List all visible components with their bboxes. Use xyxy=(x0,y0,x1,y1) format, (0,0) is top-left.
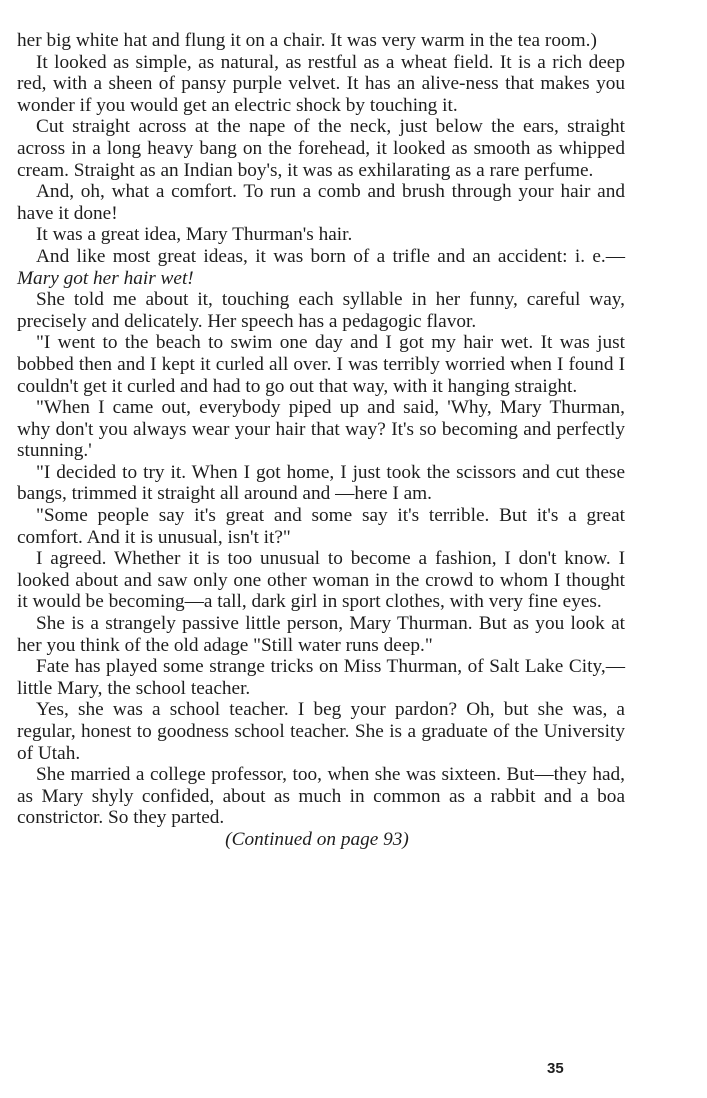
paragraph: Fate has played some strange tricks on Miss Thurman, of Salt Lake City,—little Mary, the school teacher. xyxy=(17,656,625,699)
paragraph: "When I came out, everybody piped up and said, 'Why, Mary Thurman, why don't you always wear your hair that way? It's so becoming and perfectly stunning.' xyxy=(17,397,625,462)
paragraph: She is a strangely passive little person, Mary Thurman. But as you look at her you think of the old adage "Still water runs deep." xyxy=(17,613,625,656)
paragraph: She told me about it, touching each syllable in her funny, careful way, precisely and delicately. Her speech has a pedagogic flavor. xyxy=(17,289,625,332)
paragraph: Cut straight across at the nape of the neck, just below the ears, straight across in a long heavy bang on the forehead, it looked as smooth as whipped cream. Straight as an Indian boy's, it was as exhilarating as a rare perfume. xyxy=(17,116,625,181)
paragraph: Yes, she was a school teacher. I beg your pardon? Oh, but she was, a regular, honest to goodness school teacher. She is a graduate of the University of Utah. xyxy=(17,699,625,764)
paragraph: It looked as simple, as natural, as restful as a wheat field. It is a rich deep red, with a sheen of pansy purple velvet. It has an alive-ness that makes you wonder if you would get an electric shock by touching it. xyxy=(17,51,625,116)
paragraph: She married a college professor, too, when she was sixteen. But—they had, as Mary shyly confided, about as much in common as a rabbit and a boa constrictor. So they parted. xyxy=(17,764,625,829)
paragraph: I agreed. Whether it is too unusual to become a fashion, I don't know. I looked about and saw only one other woman in the crowd to whom I thought it would be becoming—a tall, dark girl in sport clothes, with very fine eyes. xyxy=(17,548,625,613)
paragraph: her big white hat and flung it on a chair. It was very warm in the tea room.) xyxy=(17,30,597,51)
paragraph xyxy=(17,246,625,289)
paragraph: "Some people say it's great and some say it's terrible. But it's a great comfort. And it is unusual, isn't it?" xyxy=(17,505,625,548)
continued-note: (Continued on page 93) xyxy=(225,828,409,850)
article-body xyxy=(17,30,625,851)
paragraph: "I decided to try it. When I got home, I just took the scissors and cut these bangs, trimmed it straight all around and —here I am. xyxy=(17,461,625,505)
page-number: 35 xyxy=(547,1060,564,1077)
paragraph: It was a great idea, Mary Thurman's hair. xyxy=(36,224,353,246)
paragraph: "I went to the beach to swim one day and I got my hair wet. It was just bobbed then and I kept it curled all over. I was terribly worried when I found I couldn't get it curled and had to go out that way, with it hanging straight. xyxy=(17,332,625,397)
paragraph-text: And like most great ideas, it was born of a trifle and an accident: i. e.— xyxy=(36,245,625,267)
paragraph: And, oh, what a comfort. To run a comb and brush through your hair and have it done! xyxy=(17,181,625,224)
italic-phrase: Mary got her hair wet! xyxy=(17,267,194,289)
